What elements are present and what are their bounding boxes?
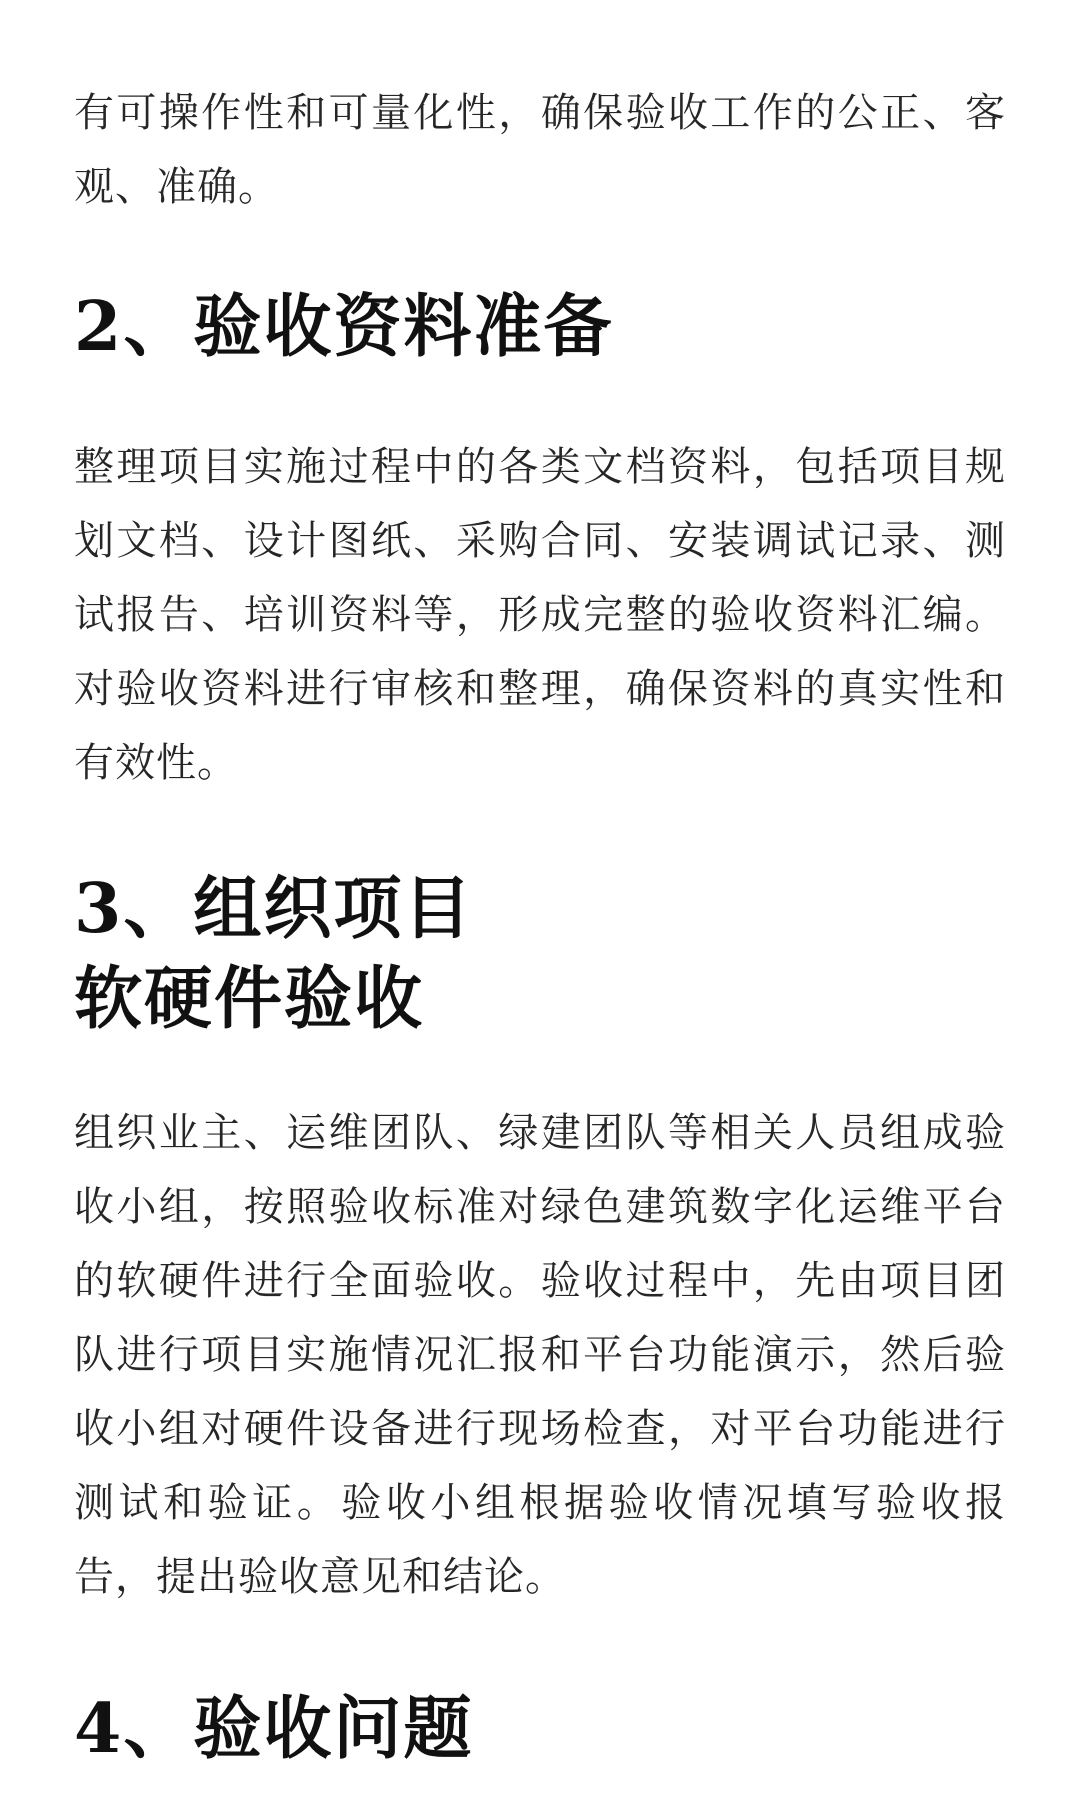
section-3-heading-line-2: 软硬件验收	[74, 959, 425, 1039]
section-3-paragraph: 组织业主、运维团队、绿建团队等相关人员组成验收小组，按照验收标准对绿色建筑数字化运维平台的软硬件进行全面验收。验收过程中，先由项目团队进行项目实施情况汇报和平台功能演示，然后验收小组对硬件设备进行现场检查，对平台功能进行测试和验证。验收小组根据验收情况填写验收报告，提出验收意见和结论。	[74, 1110, 1006, 1600]
section-2-paragraph: 整理项目实施过程中的各类文档资料，包括项目规划文档、设计图纸、采购合同、安装调试记录、测试报告、培训资料等，形成完整的验收资料汇编。对验收资料进行审核和整理，确保资料的真实性和有效性。	[74, 444, 1006, 786]
section-2-heading: 2、验收资料准备	[74, 287, 614, 367]
section-3-heading	[74, 864, 1006, 1044]
intro-paragraph: 有可操作性和可量化性，确保验收工作的公正、客观、准确。	[74, 90, 1006, 210]
section-3-heading-line-1: 3、组织项目	[74, 869, 474, 949]
section-4-heading: 4、验收问题	[74, 1689, 474, 1769]
